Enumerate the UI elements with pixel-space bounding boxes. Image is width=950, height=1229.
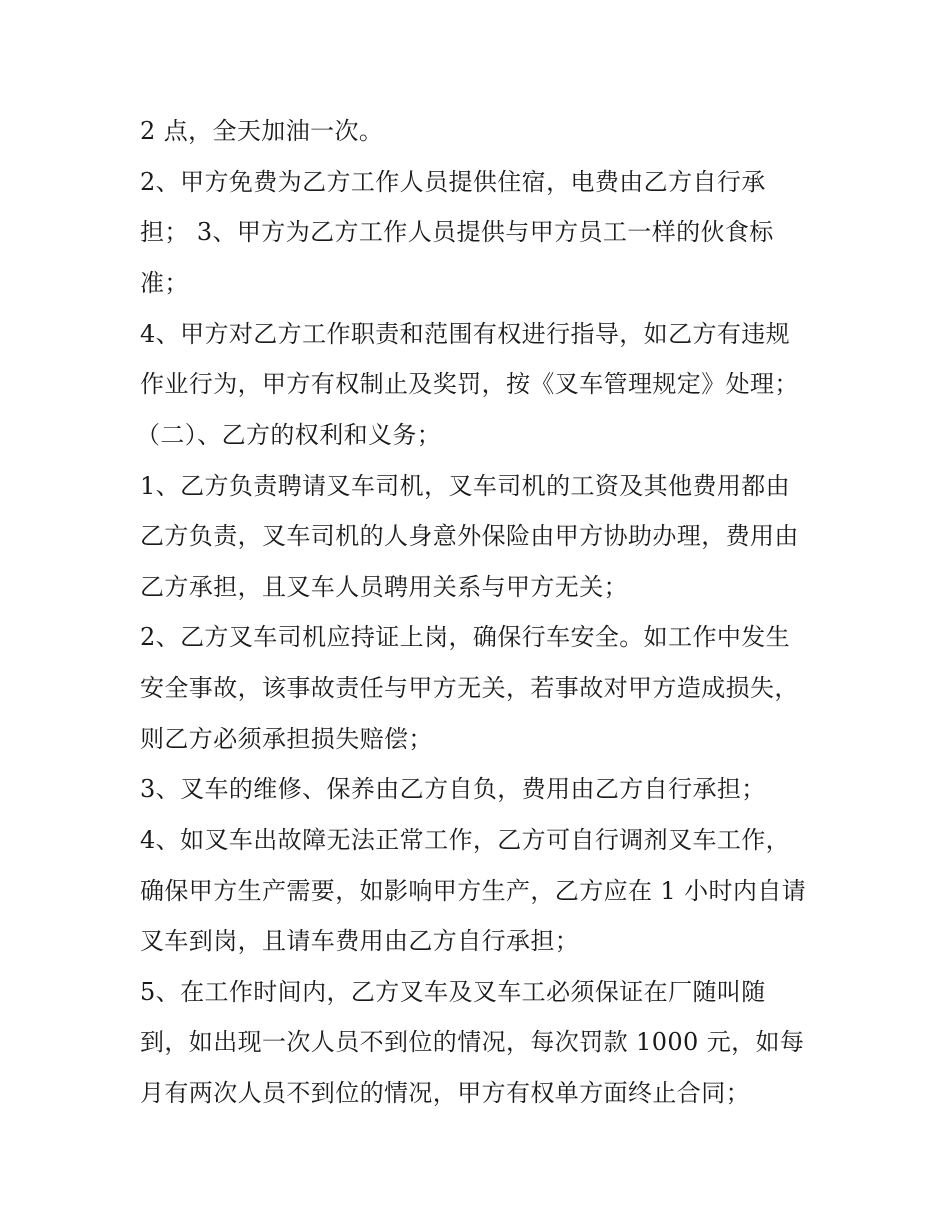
text-line: 叉车到岗，且请车费用由乙方自行承担；	[140, 927, 580, 955]
text-line: 2、乙方叉车司机应持证上岗，确保行车安全。如工作中发生	[140, 623, 791, 651]
text-line: 2、甲方免费为乙方工作人员提供住宿，电费由乙方自行承	[140, 168, 766, 196]
text-line: 确保甲方生产需要，如影响甲方生产，乙方应在 1 小时内自请	[140, 877, 807, 905]
text-line: 准；	[140, 269, 189, 297]
text-line: 4、如叉车出故障无法正常工作，乙方可自行调剂叉车工作，	[140, 826, 791, 854]
text-line: 乙方承担，且叉车人员聘用关系与甲方无关；	[140, 573, 628, 601]
text-line: 作业行为，甲方有权制止及奖罚，按《叉车管理规定》处理；	[140, 370, 799, 398]
text-line: 安全事故，该事故责任与甲方无关，若事故对甲方造成损失，	[140, 674, 799, 702]
text-line: 则乙方必须承担损失赔偿；	[140, 725, 433, 753]
text-line: 3、叉车的维修、保养由乙方自负，费用由乙方自行承担；	[140, 775, 766, 803]
text-line: 5、在工作时间内，乙方叉车及叉车工必须保证在厂随叫随	[140, 978, 766, 1006]
text-line: 担； 3、甲方为乙方工作人员提供与甲方员工一样的伙食标	[140, 218, 774, 246]
text-line: 4、甲方对乙方工作职责和范围有权进行指导，如乙方有违规	[140, 320, 791, 348]
text-line: 1、乙方负责聘请叉车司机，叉车司机的工资及其他费用都由	[140, 472, 791, 500]
text-line: 2 点，全天加油一次。	[140, 117, 384, 145]
text-line: 乙方负责，叉车司机的人身意外保险由甲方协助办理，费用由	[140, 522, 799, 550]
section-heading: （二）、乙方的权利和义务；	[136, 421, 442, 449]
text-line: 月有两次人员不到位的情况，甲方有权单方面终止合同；	[140, 1079, 750, 1107]
text-line: 到，如出现一次人员不到位的情况，每次罚款 1000 元，如每	[140, 1028, 805, 1056]
